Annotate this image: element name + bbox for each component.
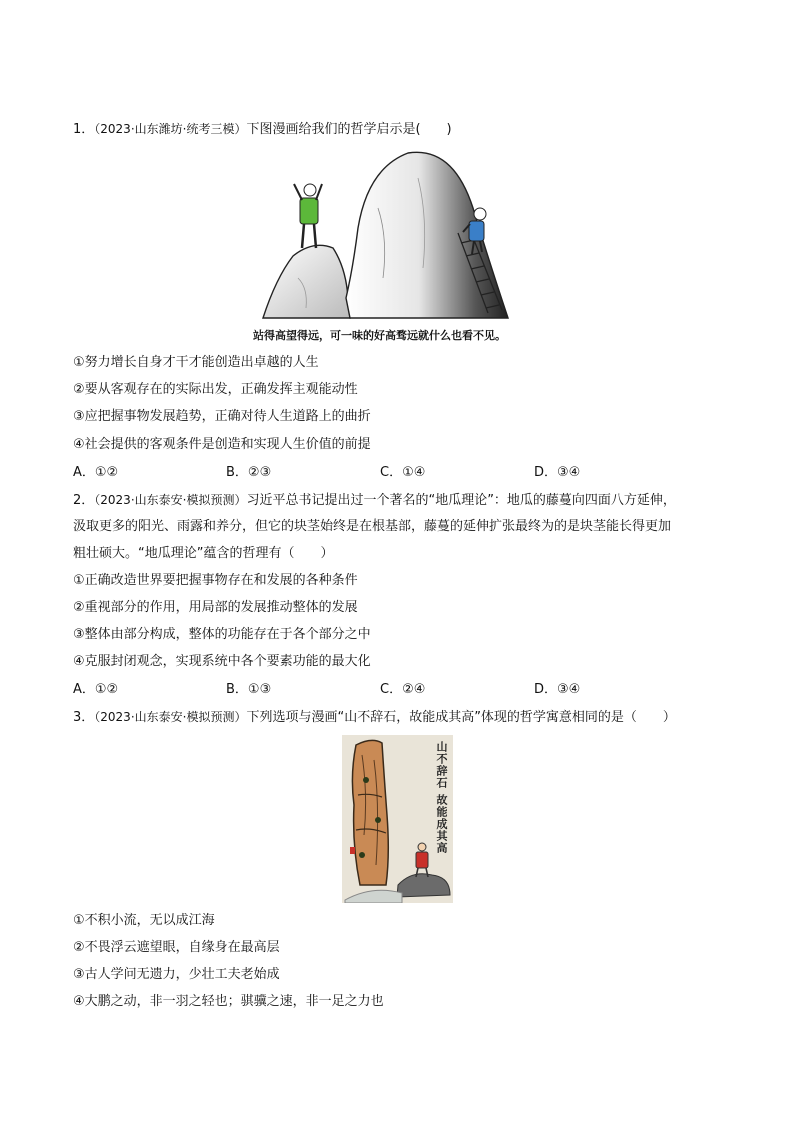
q2-option-b[interactable]: B．①③: [226, 682, 272, 697]
q1-cartoon-caption: 站得高望得远，可一味的好高骛远就什么也看不见。: [253, 329, 506, 342]
q3-stem: 下列选项与漫画“山不辞石，故能成其高”体现的哲学寓意相同的是（ ）: [246, 710, 676, 725]
q2-option-d[interactable]: D．③④: [534, 682, 581, 697]
q1-statement: ①努力增长自身才干才能创造出卓越的人生: [73, 355, 319, 370]
q3-statement: ④大鹏之动，非一羽之轻也；骐骥之速，非一足之力也: [73, 994, 384, 1009]
q2-heading: [73, 491, 676, 510]
q3-source: （2023·山东泰安·模拟预测）: [94, 710, 247, 724]
q1-option-a[interactable]: A．①②: [73, 465, 119, 480]
q1-heading: [73, 120, 452, 139]
q3-number: 3．: [73, 710, 95, 725]
q2-number: 2．: [73, 493, 95, 508]
q1-option-c[interactable]: C．①④: [380, 465, 426, 480]
q2-option-a[interactable]: A．①②: [73, 682, 119, 697]
q2-stem-line: 习近平总书记提出过一个著名的“地瓜理论”：地瓜的藤蔓向四面八方延伸，: [246, 493, 676, 508]
q2-option-c[interactable]: C．②④: [380, 682, 426, 697]
q1-option-d[interactable]: D．③④: [534, 465, 581, 480]
mountain-cartoon: [258, 148, 548, 323]
person-left-figure: [294, 184, 322, 248]
q1-statement: ②要从客观存在的实际出发，正确发挥主观能动性: [73, 382, 358, 397]
q3-heading: [73, 708, 676, 727]
q3-statement: ②不畏浮云遮望眼，自缘身在最高层: [73, 940, 280, 955]
q2-source: （2023·山东泰安·模拟预测）: [94, 493, 247, 507]
q1-source: （2023·山东潍坊·统考三模）: [94, 122, 247, 136]
q2-statement: ①正确改造世界要把握事物存在和发展的各种条件: [73, 573, 358, 588]
q1-number: 1．: [73, 122, 95, 137]
q1-statement: ④社会提供的客观条件是创造和实现人生价值的前提: [73, 437, 371, 452]
q2-stem-line: 汲取更多的阳光、雨露和养分，但它的块茎始终是在根基部，藤蔓的延伸扩张最终为的是块茎能长得更加: [73, 519, 672, 534]
q2-statement: ②重视部分的作用，用局部的发展推动整体的发展: [73, 600, 358, 615]
rock-painting: [342, 735, 453, 903]
q3-statement: ①不积小流，无以成江海: [73, 913, 215, 928]
q2-statement: ④克服封闭观念，实现系统中各个要素功能的最大化: [73, 654, 371, 669]
q2-stem-line: 粗壮硕大。“地瓜理论”蕴含的哲理有（ ）: [73, 546, 334, 561]
q1-option-b[interactable]: B．②③: [226, 465, 272, 480]
q3-statement: ③古人学问无遗力，少壮工夫老始成: [73, 967, 280, 982]
painting-calligraphy: 山不辞石 故能成其高: [435, 741, 448, 854]
q2-statement: ③整体由部分构成，整体的功能存在于各个部分之中: [73, 627, 371, 642]
q1-statement: ③应把握事物发展趋势，正确对待人生道路上的曲折: [73, 409, 371, 424]
q1-stem: 下图漫画给我们的哲学启示是( ): [246, 122, 452, 137]
